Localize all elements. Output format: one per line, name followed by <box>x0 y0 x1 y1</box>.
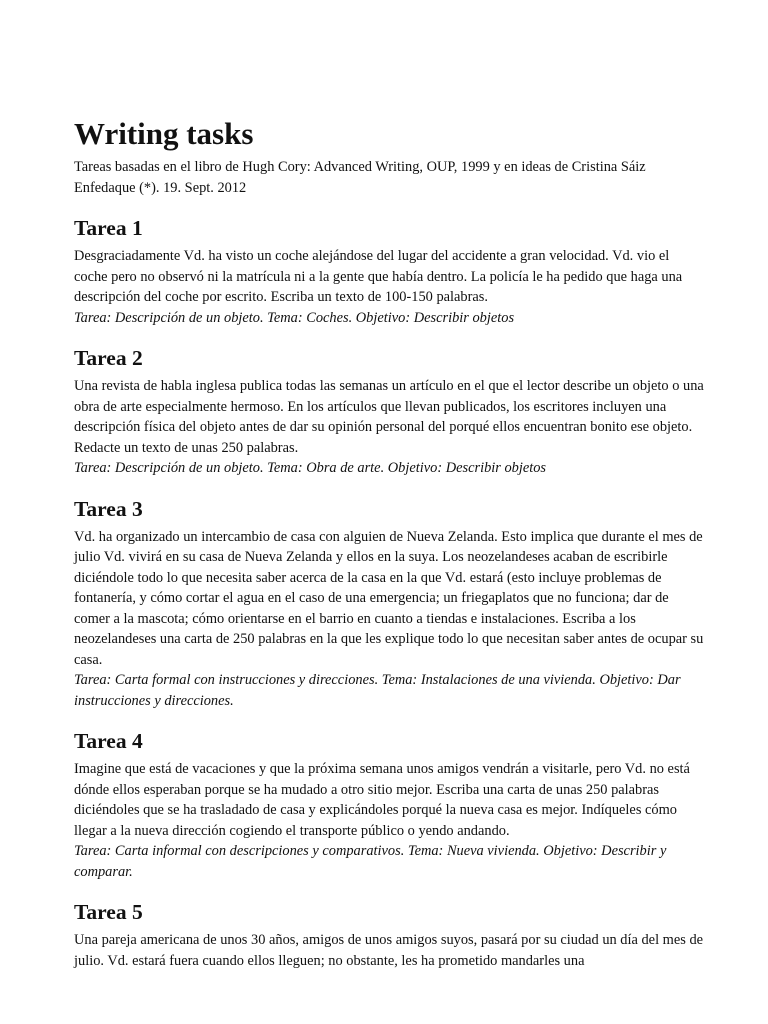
task-section-4 <box>74 727 706 882</box>
task-heading: Tarea 5 <box>74 900 143 924</box>
task-heading: Tarea 3 <box>74 496 143 521</box>
task-meta: Tarea: Carta informal con descripciones y comparativos. Tema: Nueva vivienda. Objetivo: Describir y comparar. <box>74 843 667 880</box>
task-heading: Tarea 4 <box>74 729 143 753</box>
task-meta: Tarea: Descripción de un objeto. Tema: Coches. Objetivo: Describir objetos <box>74 309 515 326</box>
task-heading: Tarea 2 <box>74 346 143 370</box>
task-body: Una revista de habla inglesa publica todas las semanas un artículo en el que el lector describe un objeto o una obra de arte especialmente hermoso. En los artículos que llevan publicados, los escritores incluyen una descripción física del objeto antes de dar su opinión personal del porqué ellos encuentran bonito ese objeto. Redacte un texto de unas 250 palabras. <box>74 378 704 456</box>
task-section-5 <box>74 898 706 971</box>
task-section-1 <box>74 214 706 328</box>
document-page <box>74 113 706 971</box>
task-heading: Tarea 1 <box>74 216 143 240</box>
task-body: Desgraciadamente Vd. ha visto un coche alejándose del lugar del accidente a gran velocidad. Vd. vio el coche pero no observó ni la matrícula ni a la gente que había dentro. La policía le ha pedido que haga una descripción del coche por escrito. Escriba un texto de 100-150 palabras. <box>74 248 683 305</box>
task-section-3 <box>74 495 706 712</box>
document-subtitle: Tareas basadas en el libro de Hugh Cory: Advanced Writing, OUP, 1999 y en ideas de Cristina Sáiz Enfedaque (*). 19. Sept. 2012 <box>74 159 646 196</box>
task-section-2 <box>74 344 706 479</box>
task-body: Una pareja americana de unos 30 años, amigos de unos amigos suyos, pasará por su ciudad un día del mes de julio. Vd. estará fuera cuando ellos lleguen; no obstante, les ha prometido mandarles una <box>74 932 704 969</box>
document-title: Writing tasks <box>74 116 254 151</box>
task-meta: Tarea: Descripción de un objeto. Tema: Obra de arte. Objetivo: Describir objetos <box>74 460 547 476</box>
task-body: Vd. ha organizado un intercambio de casa con alguien de Nueva Zelanda. Esto implica que durante el mes de julio Vd. vivirá en su casa de Nueva Zelanda y ellos en la suya. Los neozelandeses acaban de escribirle diciéndole todo lo que necesita saber acerca de la casa en la que Vd. estará (esto incluye problemas de fontanería, y cómo cortar el agua en el caso de una emergencia; un friegaplatos que no funciona; dar de comer a la mascota; cómo orientarse en el barrio en cuanto a tiendas e instalaciones. Escriba a los neozelandeses una carta de 250 palabras en la que les explique todo lo que necesitan saber antes de ocupar su casa. <box>74 528 704 668</box>
task-body: Imagine que está de vacaciones y que la próxima semana unos amigos vendrán a visitarle, pero Vd. no está dónde ellos esperaban porque se ha mudado a otro sitio mejor. Escriba una carta de unas 250 palabras diciéndoles que se ha trasladado de casa y explicándoles porqué la nueva casa es mejor. Indíqueles cómo llegar a la nueva dirección cogiendo el transporte público o yendo andando. <box>74 761 690 839</box>
task-meta: Tarea: Carta formal con instrucciones y direcciones. Tema: Instalaciones de una vivienda. Objetivo: Dar instrucciones y direcciones. <box>74 672 681 709</box>
